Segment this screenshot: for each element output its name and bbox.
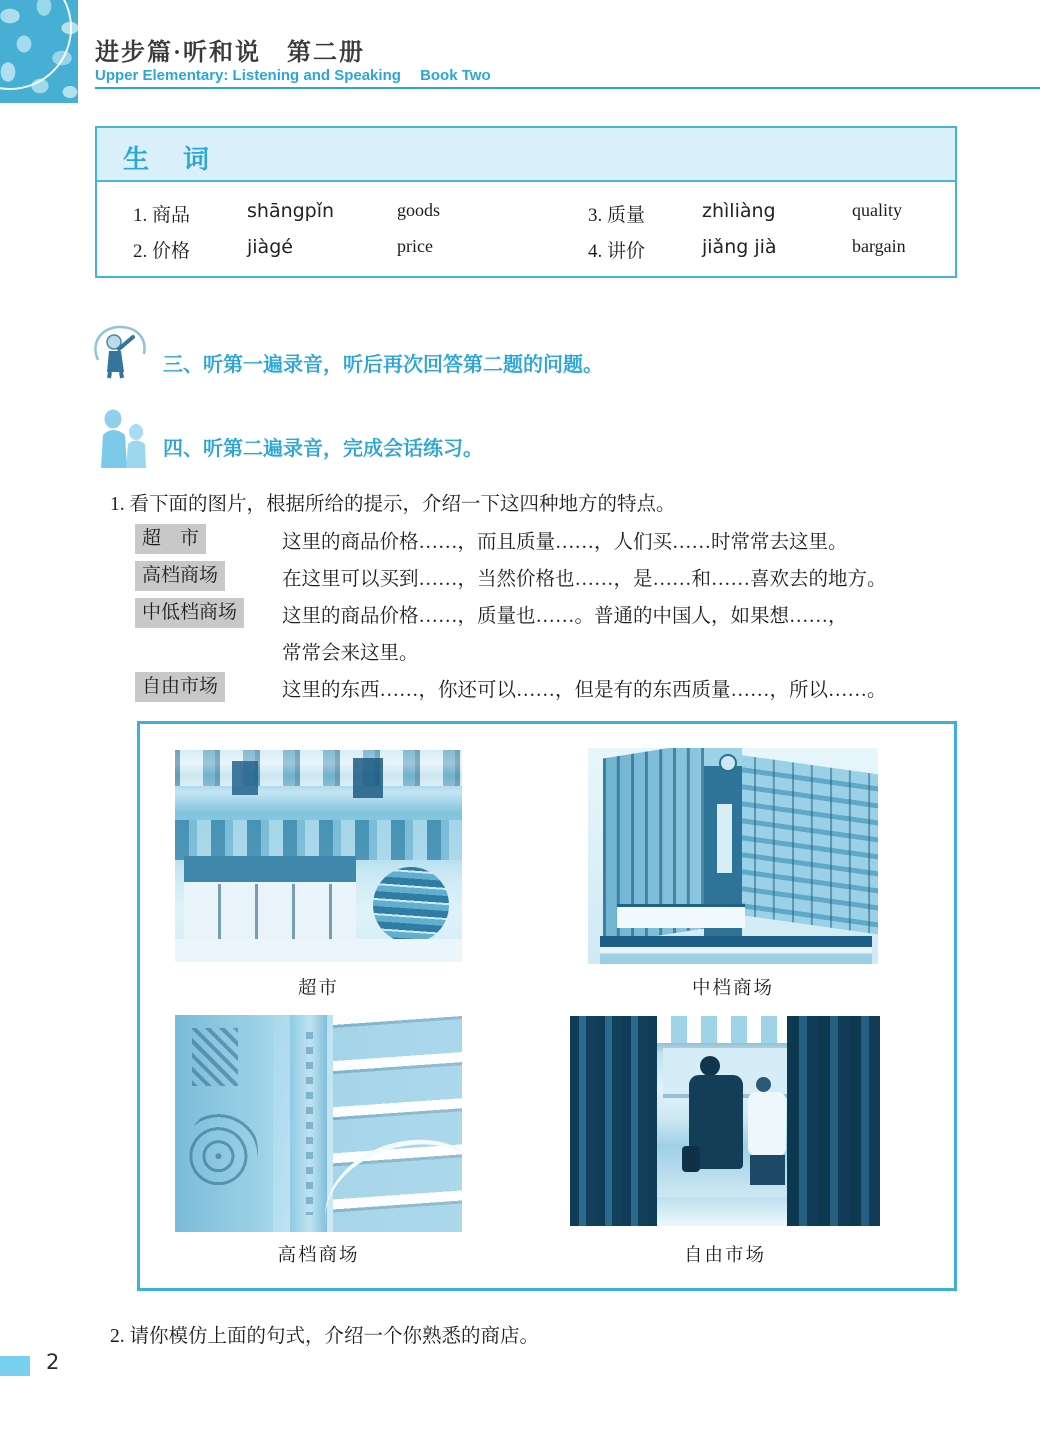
place-label: 中低档商场 [135,598,244,628]
header-rule [95,87,1040,89]
vocab-term: 2. 价格 [133,241,191,262]
vocab-pinyin: zhìliàng [702,200,776,222]
photo-detail [570,1016,657,1226]
prompt-row [135,598,975,627]
vocabulary-title: 生 词 [123,145,214,175]
place-label: 超 市 [135,524,206,554]
photo-detail [232,761,258,795]
mid-range-mall-photo [588,748,878,964]
vocab-english: price [397,236,433,256]
photo-detail [719,754,737,772]
photo-detail [748,1092,786,1156]
two-people-icon [97,408,151,468]
exercise-four-heading: 四、听第二遍录音，完成会话练习。 [163,436,483,460]
photo-detail [750,1155,785,1185]
prompt-row [135,524,975,553]
figure-caption-mid-range-mall: 中档商场 [691,979,774,999]
prompt-list [135,524,975,709]
photo-detail [717,804,732,873]
place-hint: 这里的东西……，你还可以……，但是有的东西质量……，所以……。 [282,680,887,701]
photo-detail [373,867,449,943]
photo-detail [192,1028,238,1086]
task2-instruction: 2. 请你模仿上面的句式，介绍一个你熟悉的商店。 [110,1326,540,1347]
vocab-pinyin: jiǎng jià [702,236,777,258]
prompt-row [135,672,975,701]
photo-detail [600,936,873,964]
corner-decoration-graphic [0,0,78,103]
photo-detail [175,939,462,962]
vocab-term: 1. 商品 [133,205,191,226]
photo-detail [353,758,383,798]
place-label: 高档商场 [135,561,225,591]
task1-instruction: 1. 看下面的图片，根据所给的提示，介绍一下这四种地方的特点。 [110,494,676,515]
photo-detail [306,1032,313,1214]
figure-panel [137,721,957,1291]
listening-figure-icon [90,322,148,380]
photo-detail [617,904,745,929]
place-hint: 这里的商品价格……，而且质量……，人们买……时常常去这里。 [282,532,848,553]
vocab-english: bargain [852,236,906,256]
figure-caption-free-market: 自由市场 [683,1246,766,1266]
vocab-term: 3. 质量 [588,205,646,226]
photo-detail [657,1016,787,1043]
page-title-chinese: 进步篇·听和说 第二册 [95,40,366,66]
photo-detail [175,750,462,786]
photo-detail [657,1197,787,1226]
vocabulary-box-header [97,128,955,182]
place-label: 自由市场 [135,672,225,702]
page-number: 2 [46,1350,60,1374]
photo-detail [756,1077,771,1092]
vocab-pinyin: shāngpǐn [247,200,335,222]
vocab-pinyin: jiàgé [247,236,293,258]
free-market-photo [570,1016,880,1226]
place-hint: 这里的商品价格……，质量也……。普通的中国人，如果想……， [282,606,848,627]
place-hint: 在这里可以买到……，当然价格也……，是……和……喜欢去的地方。 [282,569,887,590]
page-edge-tab [0,1356,30,1376]
photo-detail [682,1146,700,1172]
vocabulary-box [95,126,957,278]
exercise-three-heading: 三、听第一遍录音，听后再次回答第二题的问题。 [163,352,603,376]
place-hint: 常常会来这里。 [282,643,419,664]
photo-detail [787,1016,880,1226]
vocab-english: goods [397,200,441,220]
prompt-row [135,635,975,664]
figure-caption-upscale-mall: 高档商场 [277,1246,360,1266]
prompt-row [135,561,975,590]
vocab-term: 4. 讲价 [588,241,646,262]
supermarket-photo [175,750,462,962]
upscale-mall-photo [175,1015,462,1232]
figure-caption-supermarket: 超市 [297,979,339,999]
page-title-english: Upper Elementary: Listening and Speaking Book Two [95,67,491,84]
photo-detail [175,820,462,860]
vocab-english: quality [852,200,902,220]
photo-detail [700,1056,720,1076]
